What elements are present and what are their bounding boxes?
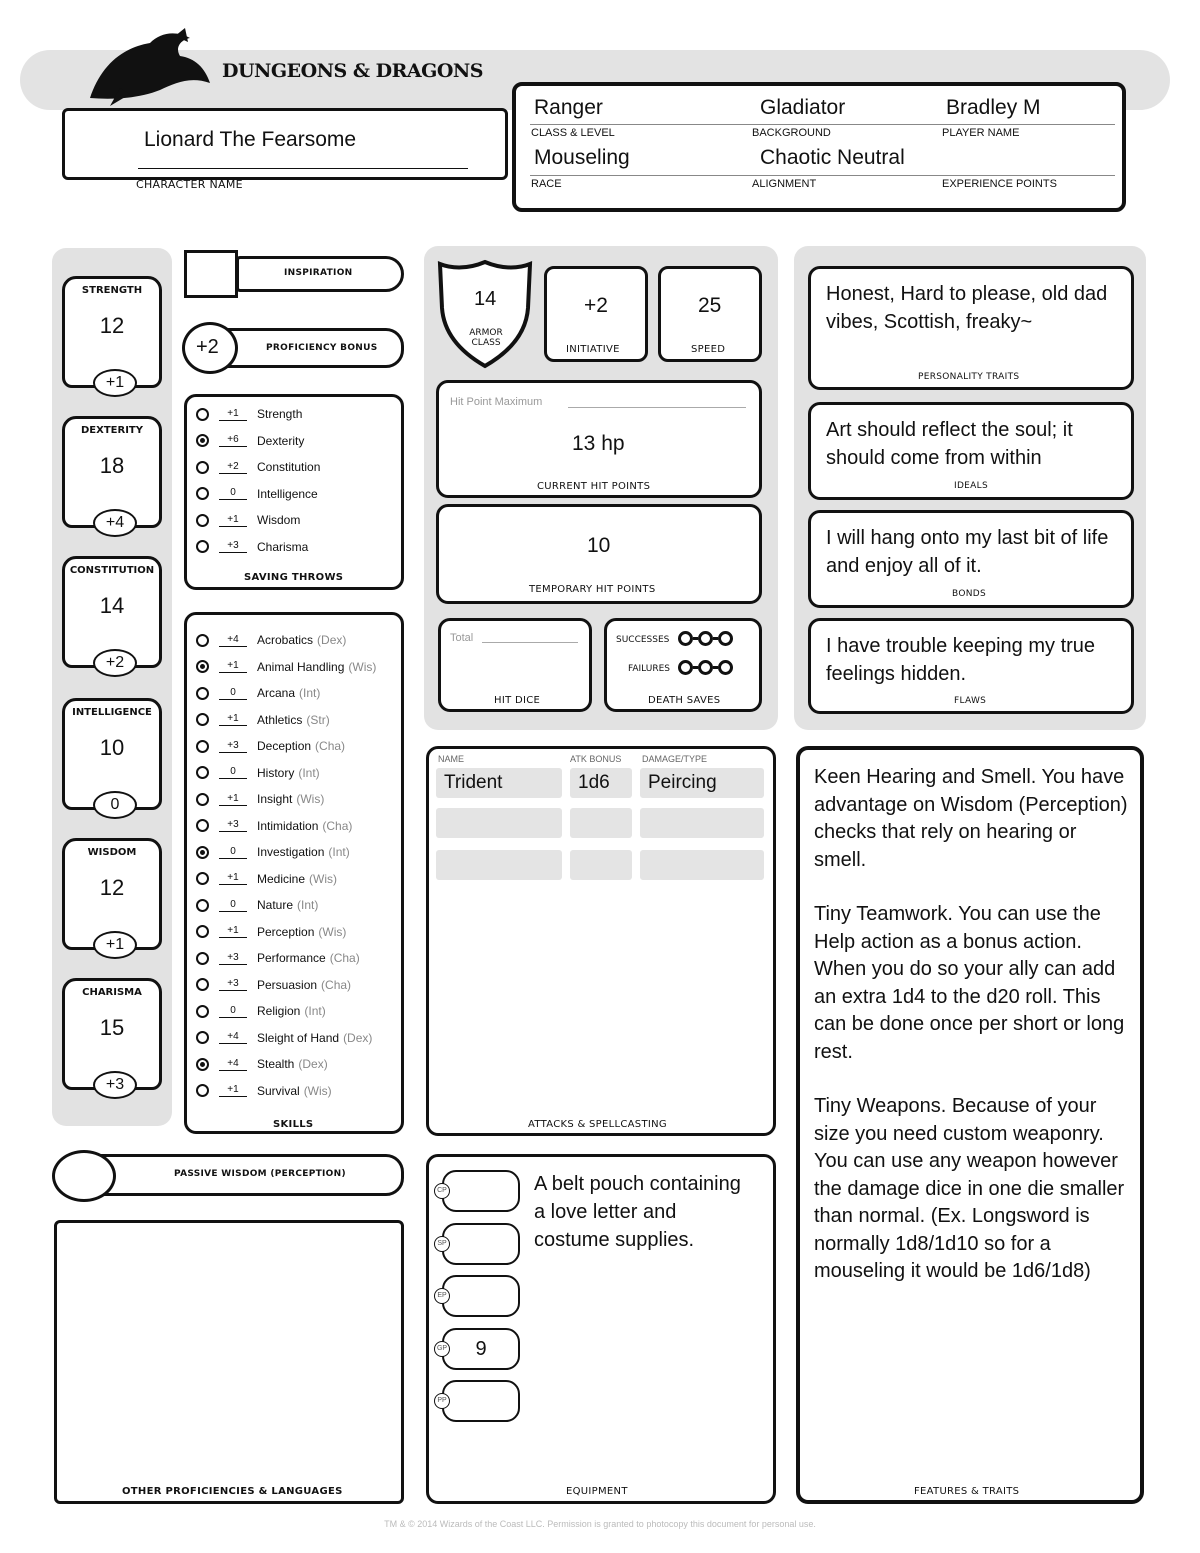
saving-throws-label: SAVING THROWS — [244, 572, 344, 583]
success-checkboxes — [678, 631, 733, 646]
hit-dice-total-line — [482, 642, 578, 643]
initiative-label: INITIATIVE — [566, 344, 620, 355]
coin-label: CP — [434, 1183, 450, 1199]
class-level-value[interactable]: Ranger — [534, 96, 603, 119]
ability-modifier[interactable]: +1 — [93, 931, 137, 959]
skill-name: Deception — [257, 739, 312, 753]
ability-name: INTELLIGENCE — [72, 707, 152, 718]
coin-value[interactable] — [442, 1170, 520, 1212]
features-text[interactable] — [814, 764, 1132, 1286]
skill-ability: (Cha) — [315, 739, 346, 753]
ability-modifier[interactable]: +1 — [93, 369, 137, 397]
skill-name: Performance — [257, 951, 326, 965]
proficiency-checkbox[interactable] — [196, 461, 209, 474]
saving-throw-value[interactable]: +1 — [219, 408, 247, 421]
skill-ability: (Int) — [298, 765, 320, 780]
current-hp-value[interactable]: 13 hp — [572, 432, 625, 455]
skill-value[interactable]: +4 — [219, 1031, 247, 1044]
proficiency-checkbox[interactable] — [196, 899, 209, 912]
skill-value[interactable]: +3 — [219, 740, 247, 753]
header — [0, 0, 1200, 230]
personality-traits-label: PERSONALITY TRAITS — [918, 372, 1020, 382]
skill-name: Religion — [257, 1004, 301, 1018]
inspiration-label: INSPIRATION — [284, 268, 353, 278]
skill-name: Arcana — [257, 686, 296, 700]
passive-wisdom-value[interactable] — [52, 1150, 116, 1202]
experience-label: EXPERIENCE POINTS — [942, 178, 1057, 190]
failure-check-1[interactable] — [678, 660, 693, 675]
ability-name: STRENGTH — [81, 285, 143, 296]
proficiency-checkbox[interactable] — [196, 978, 209, 991]
bonds-text[interactable]: I will hang onto my last bit of life and enjoy all of it. — [826, 527, 1109, 577]
saving-throw-value[interactable]: +3 — [219, 540, 247, 553]
initiative-value[interactable]: +2 — [584, 294, 608, 317]
skill-name: Acrobatics — [257, 633, 314, 647]
skill-value[interactable]: +1 — [219, 660, 247, 673]
saving-throw-name: Intelligence — [257, 486, 318, 501]
ability-modifier[interactable]: 0 — [93, 791, 137, 819]
failures-label: FAILURES — [628, 664, 670, 674]
ideals-text[interactable]: Art should reflect the soul; it should come from within — [826, 419, 1073, 469]
character-name[interactable]: Lionard The Fearsome — [144, 128, 357, 151]
coin-cp — [434, 1170, 520, 1212]
proficiency-value[interactable]: +2 — [196, 336, 219, 358]
ability-intelligence — [62, 698, 162, 813]
current-hp-label: CURRENT HIT POINTS — [537, 481, 651, 492]
temp-hp-value[interactable]: 10 — [587, 534, 611, 557]
failure-check-2[interactable] — [698, 660, 713, 675]
skill-ability: (Int) — [299, 686, 321, 700]
character-name-line — [138, 168, 468, 169]
skill-name: Perception — [257, 924, 315, 939]
ability-strength — [62, 276, 162, 391]
proficiency-checkbox[interactable] — [196, 1031, 209, 1044]
skill-value[interactable]: 0 — [219, 687, 247, 700]
coin-value[interactable] — [442, 1380, 520, 1422]
skill-name: Intimidation — [257, 818, 319, 833]
skill-row — [196, 975, 351, 995]
saving-throw-row — [196, 537, 308, 557]
skill-row — [196, 789, 324, 809]
skill-row — [196, 736, 345, 756]
saving-throw-name: Strength — [257, 407, 303, 421]
coin-label: PP — [434, 1393, 450, 1409]
skill-name: Survival — [257, 1083, 300, 1098]
other-proficiencies-box[interactable] — [54, 1220, 404, 1504]
footer-copyright: TM & © 2014 Wizards of the Coast LLC. Permission is granted to photocopy this document for personal use. — [384, 1519, 816, 1529]
ability-modifier[interactable]: +2 — [93, 649, 137, 677]
skill-row — [196, 816, 352, 836]
skill-value[interactable]: +4 — [219, 1058, 247, 1071]
attack-1-damage[interactable]: Peircing — [640, 768, 764, 798]
skill-value[interactable]: 0 — [219, 899, 247, 912]
ability-modifier[interactable]: +3 — [93, 1071, 137, 1099]
proficiency-checkbox[interactable] — [196, 660, 209, 673]
skill-ability: (Wis) — [296, 792, 325, 806]
skill-name: Animal Handling — [257, 659, 345, 674]
saving-throw-name: Constitution — [257, 460, 321, 474]
ability-score[interactable]: 12 — [99, 313, 125, 338]
ability-constitution — [62, 556, 162, 671]
skill-name: Stealth — [257, 1057, 295, 1071]
background-value[interactable]: Gladiator — [760, 96, 846, 119]
skill-name: Nature — [257, 898, 294, 912]
attacks-label: ATTACKS & SPELLCASTING — [528, 1119, 667, 1130]
skill-name: Sleight of Hand — [257, 1030, 340, 1045]
proficiency-label: PROFICIENCY BONUS — [266, 343, 378, 353]
proficiency-checkbox[interactable] — [196, 487, 209, 500]
skill-ability: (Cha) — [321, 977, 352, 992]
saving-throw-value[interactable]: +1 — [219, 514, 247, 527]
hit-dice-total-label: Total — [450, 632, 474, 644]
dragon-logo-icon — [80, 28, 220, 108]
attacks-box — [426, 746, 776, 1136]
feature-tiny-weapons: Tiny Weapons. Because of your size you need custom weaponry. You can use any weapon however the damage dice in one die smaller than normal. (Ex. Longsword is normally 1d8/1d10 so for a mouseling it would be 1d6/1d8) — [814, 1095, 1125, 1282]
attack-2-damage[interactable] — [640, 808, 764, 838]
armor-class-shield-icon — [436, 258, 534, 370]
skill-value[interactable]: +1 — [219, 793, 247, 806]
coin-label: SP — [434, 1236, 450, 1252]
skill-ability: (Cha) — [329, 951, 360, 965]
equipment-text[interactable]: A belt pouch containing a love letter and costume supplies. — [534, 1173, 741, 1251]
saving-throw-row — [196, 484, 318, 504]
saving-throw-row — [196, 457, 320, 477]
ideals-label: IDEALS — [954, 481, 988, 491]
attack-3-damage[interactable] — [640, 850, 764, 880]
alignment-label: ALIGNMENT — [752, 178, 817, 190]
skill-name: Investigation — [257, 845, 325, 859]
coin-label: GP — [434, 1341, 450, 1357]
ability-modifier[interactable]: +4 — [93, 509, 137, 537]
flaws-label: FLAWS — [954, 696, 987, 706]
death-saves-label: DEATH SAVES — [648, 695, 721, 706]
skill-value[interactable]: 0 — [219, 846, 247, 859]
ability-dexterity — [62, 416, 162, 531]
proficiency-box — [182, 322, 404, 374]
skill-value[interactable]: +1 — [219, 872, 247, 885]
skills-label: SKILLS — [273, 1119, 314, 1130]
saving-throw-name: Dexterity — [257, 433, 305, 448]
speed-label: SPEED — [691, 344, 726, 355]
ability-name: CONSTITUTION — [69, 565, 155, 576]
coin-gp — [434, 1328, 520, 1370]
proficiency-checkbox[interactable] — [196, 1058, 209, 1071]
saving-throw-value[interactable]: 0 — [219, 487, 247, 500]
failure-checkboxes — [678, 660, 733, 675]
skill-ability: (Int) — [328, 845, 350, 859]
ability-charisma — [62, 978, 162, 1093]
inspiration-box — [184, 250, 404, 298]
skill-row — [196, 710, 330, 730]
skill-row — [196, 948, 360, 968]
ability-name: WISDOM — [87, 847, 137, 858]
ability-wisdom — [62, 838, 162, 953]
attacks-col-name: NAME — [438, 754, 465, 764]
attacks-col-bonus: ATK BONUS — [570, 754, 622, 764]
attack-1-name[interactable]: Trident — [436, 768, 562, 798]
skill-row — [196, 1081, 332, 1101]
proficiency-checkbox[interactable] — [196, 1005, 209, 1018]
skill-value[interactable]: +3 — [219, 819, 247, 832]
skill-name: Insight — [257, 792, 293, 806]
attack-2-name[interactable] — [436, 808, 562, 838]
skill-value[interactable]: +1 — [219, 1084, 247, 1097]
feature-keen-hearing: Keen Hearing and Smell. You have advantage on Wisdom (Perception) checks that rely on hearing or smell. — [814, 766, 1128, 871]
proficiency-checkbox[interactable] — [196, 434, 209, 447]
passive-wisdom-label: PASSIVE WISDOM (PERCEPTION) — [174, 1169, 346, 1179]
ability-score[interactable]: 12 — [99, 875, 125, 900]
coin-value[interactable]: 9 — [442, 1328, 520, 1370]
skill-row — [196, 1001, 326, 1021]
skill-value[interactable]: +1 — [219, 713, 247, 726]
skill-row — [196, 922, 346, 942]
ability-name: CHARISMA — [82, 987, 142, 998]
skill-name: Athletics — [257, 712, 303, 727]
armor-class-value[interactable]: 14 — [474, 288, 497, 310]
proficiency-checkbox[interactable] — [196, 634, 209, 647]
skill-row — [196, 1054, 328, 1074]
coin-value[interactable] — [442, 1223, 520, 1265]
failure-check-3[interactable] — [718, 660, 733, 675]
proficiency-checkbox[interactable] — [196, 872, 209, 885]
skill-value[interactable]: +1 — [219, 925, 247, 938]
attacks-col-damage: DAMAGE/TYPE — [642, 754, 708, 764]
proficiency-checkbox[interactable] — [196, 819, 209, 832]
coin-value[interactable] — [442, 1275, 520, 1317]
attack-2-bonus[interactable] — [570, 808, 632, 838]
proficiency-checkbox[interactable] — [196, 846, 209, 859]
saving-throw-row — [196, 431, 304, 451]
logo-text: DUNGEONS & DRAGONS — [222, 60, 484, 82]
hp-max-label: Hit Point Maximum — [450, 396, 543, 408]
attack-3-name[interactable] — [436, 850, 562, 880]
skill-ability: (Wis) — [318, 924, 347, 939]
saving-throw-name: Wisdom — [257, 513, 301, 527]
flaws-text[interactable]: I have trouble keeping my true feelings hidden. — [826, 635, 1096, 685]
proficiency-checkbox[interactable] — [196, 408, 209, 421]
bonds-label: BONDS — [952, 589, 986, 599]
race-value[interactable]: Mouseling — [534, 146, 630, 169]
skill-value[interactable]: +3 — [219, 978, 247, 991]
skill-ability: (Dex) — [343, 1030, 373, 1045]
skill-row — [196, 1028, 372, 1048]
saving-throw-value[interactable]: +6 — [219, 434, 247, 447]
attack-3-bonus[interactable] — [570, 850, 632, 880]
ability-score[interactable]: 15 — [99, 1015, 125, 1040]
skill-row — [196, 869, 337, 889]
success-check-3[interactable] — [718, 631, 733, 646]
inspiration-checkbox[interactable] — [184, 250, 238, 298]
skill-ability: (Wis) — [309, 871, 338, 886]
proficiency-checkbox[interactable] — [196, 793, 209, 806]
skill-value[interactable]: +4 — [219, 634, 247, 647]
race-label: RACE — [531, 178, 562, 190]
attack-1-bonus[interactable]: 1d6 — [570, 768, 632, 798]
skill-row — [196, 683, 320, 703]
player-name-label: PLAYER NAME — [942, 127, 1020, 139]
hit-dice-label: HIT DICE — [494, 695, 541, 706]
ability-score[interactable]: 14 — [99, 593, 125, 618]
skill-ability: (Cha) — [322, 818, 353, 833]
proficiency-checkbox[interactable] — [196, 952, 209, 965]
proficiency-checkbox[interactable] — [196, 713, 209, 726]
passive-wisdom-box — [52, 1150, 404, 1202]
skill-row — [196, 657, 376, 677]
skill-value[interactable]: +3 — [219, 952, 247, 965]
skill-value[interactable]: 0 — [219, 1005, 247, 1018]
skill-ability: (Str) — [306, 712, 330, 727]
armor-class-label: ARMOR CLASS — [469, 328, 503, 348]
proficiency-checkbox[interactable] — [196, 925, 209, 938]
features-label: FEATURES & TRAITS — [914, 1486, 1020, 1497]
temp-hp-label: TEMPORARY HIT POINTS — [529, 584, 656, 595]
skill-row — [196, 630, 346, 650]
proficiency-checkbox[interactable] — [196, 740, 209, 753]
equipment-label: EQUIPMENT — [566, 1486, 628, 1497]
background-label: BACKGROUND — [752, 127, 831, 139]
saving-throw-row — [196, 510, 300, 530]
skill-ability: (Int) — [304, 1004, 326, 1018]
skill-ability: (Wis) — [303, 1083, 332, 1098]
coin-sp — [434, 1223, 520, 1265]
ability-name: DEXTERITY — [81, 425, 143, 436]
skill-name: Medicine — [257, 871, 306, 886]
saving-throw-name: Charisma — [257, 539, 309, 554]
class-level-label: CLASS & LEVEL — [531, 127, 615, 139]
skill-row — [196, 842, 350, 862]
other-proficiencies-label: OTHER PROFICIENCIES & LANGUAGES — [122, 1486, 343, 1497]
skill-row — [196, 763, 320, 783]
info-line-1 — [530, 124, 1115, 125]
speed-value[interactable]: 25 — [698, 294, 722, 317]
coin-ep — [434, 1275, 520, 1317]
proficiency-checkbox[interactable] — [196, 687, 209, 700]
saving-throw-value[interactable]: +2 — [219, 461, 247, 474]
hp-max-line — [568, 407, 746, 408]
success-check-1[interactable] — [678, 631, 693, 646]
player-name-value[interactable]: Bradley M — [946, 96, 1041, 119]
coin-pp — [434, 1380, 520, 1422]
skill-ability: (Int) — [297, 898, 319, 912]
info-line-2 — [530, 175, 1115, 176]
successes-label: SUCCESSES — [616, 635, 670, 645]
skill-name: History — [257, 765, 295, 780]
skill-ability: (Wis) — [348, 659, 377, 674]
skill-value[interactable]: 0 — [219, 766, 247, 779]
ability-score[interactable]: 10 — [99, 735, 125, 760]
alignment-value[interactable]: Chaotic Neutral — [760, 146, 905, 169]
coin-label: EP — [434, 1288, 450, 1304]
skill-ability: (Dex) — [317, 633, 347, 647]
ability-score[interactable]: 18 — [99, 453, 125, 478]
success-check-2[interactable] — [698, 631, 713, 646]
feature-tiny-teamwork: Tiny Teamwork. You can use the Help action as a bonus action. When you do so your ally can add an extra 1d4 to the d20 roll. This can be done once per short or long rest. — [814, 903, 1125, 1063]
skill-name: Persuasion — [257, 977, 318, 992]
proficiency-checkbox[interactable] — [196, 1084, 209, 1097]
character-name-label: CHARACTER NAME — [136, 178, 243, 191]
proficiency-checkbox[interactable] — [196, 540, 209, 553]
saving-throw-row — [196, 404, 302, 424]
skill-row — [196, 895, 318, 915]
proficiency-checkbox[interactable] — [196, 766, 209, 779]
personality-traits-text[interactable]: Honest, Hard to please, old dad vibes, Scottish, freaky~ — [826, 283, 1108, 333]
skill-ability: (Dex) — [298, 1057, 328, 1071]
proficiency-checkbox[interactable] — [196, 514, 209, 527]
